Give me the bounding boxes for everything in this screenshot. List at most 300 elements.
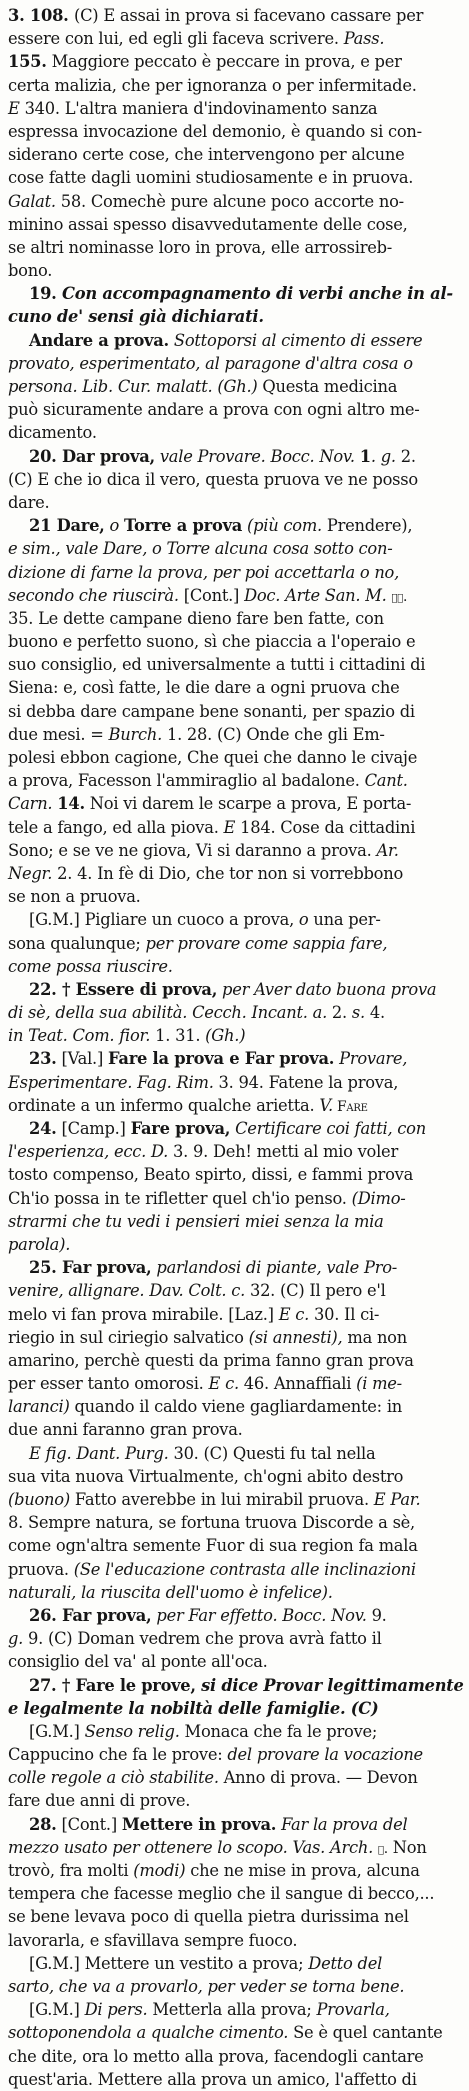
text-run: 2. [331,1003,352,1023]
text-run: 3. 108. [8,6,74,25]
line-content [8,1279,386,1302]
text-run: . g. [370,446,401,466]
text-run: bono. [8,261,53,281]
line-content [29,282,453,305]
text-run: E Par. [373,1490,421,1509]
text-line [8,676,464,699]
line-content [8,1210,384,1233]
text-run: Doc. Arte San. M. [244,585,387,605]
text-run: secondo che riuscirà. [8,585,179,605]
text-line [8,1349,464,1372]
line-content [8,653,425,676]
text-run: 1. 31. [155,1026,206,1046]
text-run: 27. † Fare le prove, [29,1675,196,1695]
line-content [8,1534,418,1557]
line-content [29,445,416,468]
text-run: sottoponendola a qualche cimento. [8,2023,289,2043]
text-run: mezzo usato per ottenere lo scopo. Vas. Arch. [8,1837,378,1857]
text-run: [G.M.] Pigliare un cuoco a prova, [29,910,299,930]
text-run: colle regole a ciò stabilite. [8,1768,219,1788]
text-line [8,190,464,213]
line-content [8,468,418,491]
line-content [8,561,399,584]
text-run: E c. [278,1304,310,1324]
text-run: provato, esperimentato, al paragone d'altra cosa o [8,353,413,373]
text-run: buono e perfetto suono, sì che piaccia a l'operaio e [8,632,416,652]
line-content [8,676,400,699]
text-run: 30. Il ci- [309,1304,380,1324]
line-content [29,1813,407,1836]
text-run: ma non [342,1327,407,1347]
text-run: 21 Dare, [29,516,105,536]
text-line [8,1303,464,1326]
text-line [8,1210,464,1233]
text-run: [Cont.] [56,1814,122,1834]
text-line [8,97,464,120]
text-line [8,1187,464,1210]
text-run: ɪɪ. [391,588,408,605]
text-run: 8. Sempre natura, se fortuna truova Discorde a sè, [8,1513,415,1533]
line-content [8,1163,413,1186]
line-content [8,190,404,213]
text-line [8,1071,464,1094]
text-run: Fare la prova e Far prova. [107,1049,335,1069]
text-run: 3. 94. Fatene la prova, [218,1072,399,1092]
text-line [8,630,464,653]
text-run: quando il caldo viene gagliardamente: in [69,1397,403,1417]
text-line [8,1905,464,1928]
text-run: 46. Annaffiali [238,1374,357,1394]
line-content [29,1998,390,2021]
text-run: parlandosi di piante, vale Pro- [151,1258,398,1278]
text-run: (modi) [133,1861,186,1880]
line-content [8,259,52,282]
text-line [8,885,464,908]
text-line [8,1488,464,1511]
text-run: tempera che facesse meglio che il sangue di becco,... [8,1884,435,1904]
text-run: 2. [400,446,416,466]
line-content [8,1766,418,1789]
line-content [29,329,422,352]
text-run: Prendere), [326,516,413,536]
text-run: (i me- [356,1374,402,1394]
line-content [29,1604,387,1627]
text-run: due mesi. = [8,724,109,744]
text-line [8,584,464,607]
text-line [8,468,464,491]
line-content [8,1094,368,1119]
text-line [8,282,464,305]
text-run: Mettere in prova. [121,1814,277,1834]
text-run: 2. 4. In fè di Dio, che tor non si vorrebbono [52,863,404,883]
text-line [8,908,464,931]
text-run: due anni faranno gran prova. [8,1420,243,1440]
text-run: 22. † Essere di prova, [29,979,218,999]
line-content [29,1442,375,1465]
text-line [8,792,464,815]
line-content [29,1047,407,1070]
text-run: Ch'io possa in te rifletter quel ch'io penso. [8,1188,352,1208]
text-run: dizione di farne la prova, per poi accettarla o no, [8,562,400,582]
line-content [8,607,384,630]
line-content [8,166,413,189]
text-run: Provarla, [316,2000,390,2020]
line-content [8,1303,379,1326]
text-run: naturali, la riuscita dell'uomo è infelice). [8,1582,333,1602]
text-run: Anno di prova. — Devon [218,1768,418,1788]
line-content [8,491,49,514]
text-line [8,816,464,839]
text-run: o [104,516,125,536]
text-line [8,166,464,189]
text-run: del provare la vocazione [227,1745,423,1765]
line-content [8,1650,268,1673]
text-line [8,723,464,746]
text-run: Sono; e se ve ne giova, Vi si daranno a prova. [8,840,377,860]
text-line [8,1117,464,1140]
text-run: Fatto averebbe in lui mirabil pruova. [69,1490,374,1509]
text-run: si dice Provar legittimamente [195,1675,464,1695]
text-line [8,1395,464,1418]
text-line [8,4,464,27]
text-line [8,445,464,468]
text-run: strarmi che tu vedi i pensieri miei senza la mia [8,1211,384,1231]
line-content [8,398,420,421]
text-run: sarto, che va a provarlo, per veder se torna bene. [8,1976,405,1996]
text-run: Metterla alla prova; [147,2000,317,2020]
text-run: espressa invocazione del demonio, è quando si con- [8,121,422,141]
text-run: [Val.] [56,1049,108,1069]
text-run: può sicuramente andare a prova con ogni altro me- [8,400,420,420]
text-run: tele a fango, ed alla piova. [8,817,224,837]
text-run: sona qualunque; [8,933,146,953]
line-content [8,792,411,815]
text-line [8,352,464,375]
text-run: Ar. [376,840,399,860]
line-content [8,862,403,885]
text-run: 9. [371,1605,387,1625]
line-content [29,1674,464,1697]
text-line [8,27,464,50]
text-line [8,1720,464,1743]
text-line [8,537,464,560]
text-run: (più com. [242,516,327,536]
text-run: pruova. [8,1559,74,1579]
text-line [8,1836,464,1859]
text-run: se non a pruova. [8,887,141,907]
line-content [8,143,404,166]
text-run: Con accompagnamento di verbi anche in al- [56,284,453,304]
line-content [8,2021,443,2044]
line-content [8,1859,420,1882]
text-run: Detto del [308,1953,383,1973]
text-line [8,1511,464,1534]
line-content [8,1511,415,1534]
text-run: (si annesti), [248,1327,343,1347]
text-run: [G.M.] [29,2000,85,2020]
text-run: come possa riuscire. [8,956,173,976]
text-run: per Aver dato buona prova [217,979,437,999]
text-run: per esser tanto omorosi. [8,1374,209,1394]
text-run: lavorarla, e sfavillava sempre fuoco. [8,1930,298,1950]
text-line [8,1326,464,1349]
text-line [8,1789,464,1812]
line-content [8,50,402,73]
text-run: melo vi fan prova mirabile. [Laz.] [8,1304,279,1324]
line-content [8,630,415,653]
text-line [8,607,464,630]
text-line [8,1047,464,1070]
text-run: Sottoporsi al cimento di essere [168,330,423,350]
text-run: quest'aria. Mettere alla prova un amico, l'affetto di [8,2069,417,2089]
text-run: 184. Cose da cittadini [235,817,416,837]
text-run: venire, allignare. Dav. Colt. c. [8,1281,250,1301]
line-content [8,816,415,839]
text-line [8,2021,464,2044]
line-content [29,1952,382,1975]
text-run: 58. Comechè pure alcune poco accorte no- [55,191,404,211]
line-content [8,839,399,862]
line-content [8,2068,417,2091]
text-run: dicamento. [8,423,97,443]
text-line [8,1558,464,1581]
line-content [8,1488,420,1511]
text-run: 23. [29,1049,57,1069]
text-run: 9. (C) Doman vedrem che prova avrà fatto il [23,1629,382,1649]
text-run: Far la prova del [276,1814,408,1834]
text-line [8,955,464,978]
line-content [29,1256,397,1279]
line-content [8,700,415,723]
text-run: Noi vi darem le scarpe a prova, E porta- [84,794,412,814]
text-run: Cappucino che fa le prove: [8,1745,228,1765]
line-content [8,120,422,143]
text-run: (Dimo- [351,1188,406,1208]
text-line [8,1859,464,1882]
text-run: 24. [29,1119,57,1138]
text-line [8,1743,464,1766]
text-run: se bene levava poco di quella pietra durissima nel [8,1907,409,1927]
text-line [8,213,464,236]
line-content [8,885,141,908]
text-run: 28. [29,1814,57,1834]
text-run: Galat. [8,191,56,211]
text-run: polesi ebbon cagione, Che quei che danno le civaje [8,748,418,767]
text-run: g. [8,1629,24,1649]
text-run: 20. Dar prova, [29,446,155,466]
text-run: minino assai spesso disavvedutamente delle cose, [8,214,408,234]
line-content [8,1558,416,1581]
line-content [8,584,407,609]
text-run: 3. 9. Deh! metti al mio voler [168,1142,398,1162]
line-content [8,1349,414,1372]
text-run: Maggiore peccato è peccare in prova, e per [46,52,402,72]
text-line [8,1279,464,1302]
line-content [8,1233,70,1256]
line-content [8,4,423,27]
text-run: che dite, ora lo metto alla prova, facendogli cantare [8,2046,424,2066]
text-run: essere con lui, ed egli gli faceva scrivere. [8,29,344,49]
line-content [29,1720,377,1743]
line-content [8,1395,402,1418]
text-line [8,1163,464,1186]
line-content [8,723,385,746]
text-run: siderano certe cose, che intervengono per alcune [8,145,405,165]
text-line [8,1581,464,1604]
text-run: Non [387,1837,427,1857]
text-line [8,1256,464,1279]
text-run: E [223,817,236,837]
line-content [8,1929,297,1952]
text-run: Cant. [364,771,408,791]
text-run: 32. (C) Il pero e'l [249,1281,386,1301]
line-content [8,1905,409,1928]
text-line [8,120,464,143]
line-content [8,746,417,769]
line-content [8,97,377,120]
text-line [8,1140,464,1163]
line-content [8,1975,404,1998]
text-run: Andare a prova. [29,330,169,350]
text-run: (buono) [8,1490,70,1509]
text-line [8,375,464,398]
text-line [8,978,464,1001]
text-run: E fig. Dant. Purg. [29,1443,169,1463]
line-content [29,908,381,931]
text-run: dare. [8,492,50,512]
text-run: fare due anni di prove. [8,1791,191,1811]
text-run: sua vita nuova Virtualmente, ch'ogni abito destro [8,1466,404,1486]
text-run: consiglio del va' al ponte all'oca. [8,1652,268,1672]
text-run: Monaca che fa le prove; [179,1721,378,1741]
text-line [8,1813,464,1836]
text-run: per Far effetto. Bocc. Nov. [151,1605,372,1625]
text-run: Senso relig. [84,1721,180,1741]
text-run: per provare come sappia fare, [145,933,388,953]
text-line [8,839,464,862]
text-run: 14. [57,794,85,814]
text-line [8,1418,464,1441]
text-run: 19. [29,284,57,304]
text-run: (Gh.) [205,1026,246,1046]
line-content [8,1789,190,1812]
line-content [29,1117,426,1140]
text-run: Provare, [334,1049,408,1069]
text-run: (C) E assai in prova si facevano cassare per [74,6,424,25]
text-run: 30. (C) Questi fu tal nella [168,1443,376,1463]
text-line [8,1627,464,1650]
line-content [8,375,397,398]
text-line [8,2068,464,2091]
text-run: Questa medicina [257,377,398,396]
text-run: s. [351,1003,370,1023]
line-content [8,421,97,444]
text-run: come ogn'altra semente Fuor di sua region fa mala [8,1536,418,1556]
line-content [8,236,392,259]
text-run: cuno de' sensi già dichiarati. [8,307,264,327]
text-run: 1. 28. (C) Onde che gli Em- [162,724,385,744]
line-content [8,1140,398,1163]
text-line [8,700,464,723]
text-line [8,1442,464,1465]
text-run: Se è quel cantante [288,2023,443,2043]
text-run: Carn. [8,794,53,814]
text-run: 4. [369,1003,385,1023]
text-line [8,2045,464,2068]
text-run: 35. Le dette campane dieno fare ben fatte, con [8,608,384,628]
text-line [8,143,464,166]
text-run: certa malizia, che per ignoranza o per infermitade. [8,75,417,95]
text-run: che ne mise in prova, alcuna [185,1861,420,1880]
text-line [8,1766,464,1789]
text-run: si debba dare campane bene sonanti, per spazio di [8,701,415,721]
text-run: E [8,98,20,118]
line-content [8,27,384,50]
line-content [8,1465,403,1488]
line-content [8,2045,424,2068]
text-run: tosto compenso, Beato spirto, dissi, e fammi prova [8,1165,414,1185]
text-line [8,1650,464,1673]
text-run: Burch. [108,724,163,744]
text-line [8,1534,464,1557]
line-content [8,1372,402,1395]
text-run: a prova, Facesson l'ammiraglio al badalone. [8,771,365,791]
text-line [8,398,464,421]
text-run: se altri nominasse loro in prova, elle arrossireb- [8,237,393,257]
line-content [8,1882,434,1905]
text-line [8,1952,464,1975]
text-run: 1 [359,446,371,466]
text-run: 26. Far prova, [29,1605,152,1625]
text-line [8,1975,464,1998]
text-line [8,50,464,73]
text-line [8,74,464,97]
line-content [8,305,264,328]
text-run: Esperimentare. Fag. Rim. [8,1072,219,1092]
line-content [8,1627,382,1650]
text-line [8,561,464,584]
line-content [8,932,387,955]
line-content [8,352,413,375]
text-run: [G.M.] [29,1721,85,1741]
text-line [8,1372,464,1395]
text-run: [Camp.] [56,1119,131,1138]
text-run: (Se l'educazione contrasta alle inclinazioni [73,1559,416,1579]
line-content [29,978,436,1001]
line-content [8,1187,406,1210]
text-run: (C) E che io dica il vero, questa pruova ve ne posso [8,469,418,489]
text-run: [Cont.] [178,585,245,605]
text-line [8,1697,464,1720]
text-run: 340. L'altra maniera d'indovinamento sanza [19,98,378,118]
text-line [8,1998,464,2021]
text-line [8,305,464,328]
text-run: una per- [308,910,381,930]
text-run: in Teat. Com. fior. [8,1026,156,1046]
text-run: amarino, perchè questi da prima fanno gran prova [8,1350,414,1370]
text-run: Negr. [8,863,53,883]
text-run: Certificare coi fatti, con [230,1119,426,1138]
text-line [8,1024,464,1047]
text-run: persona. Lib. Cur. malatt. (Gh.) [8,377,258,396]
text-line [8,1674,464,1697]
text-run: E c. [208,1374,239,1394]
text-run: [G.M.] Mettere un vestito a prova; [29,1953,309,1973]
text-run: 155. [8,52,47,72]
line-content [8,1418,243,1441]
text-run: o [298,910,309,930]
text-line [8,329,464,352]
